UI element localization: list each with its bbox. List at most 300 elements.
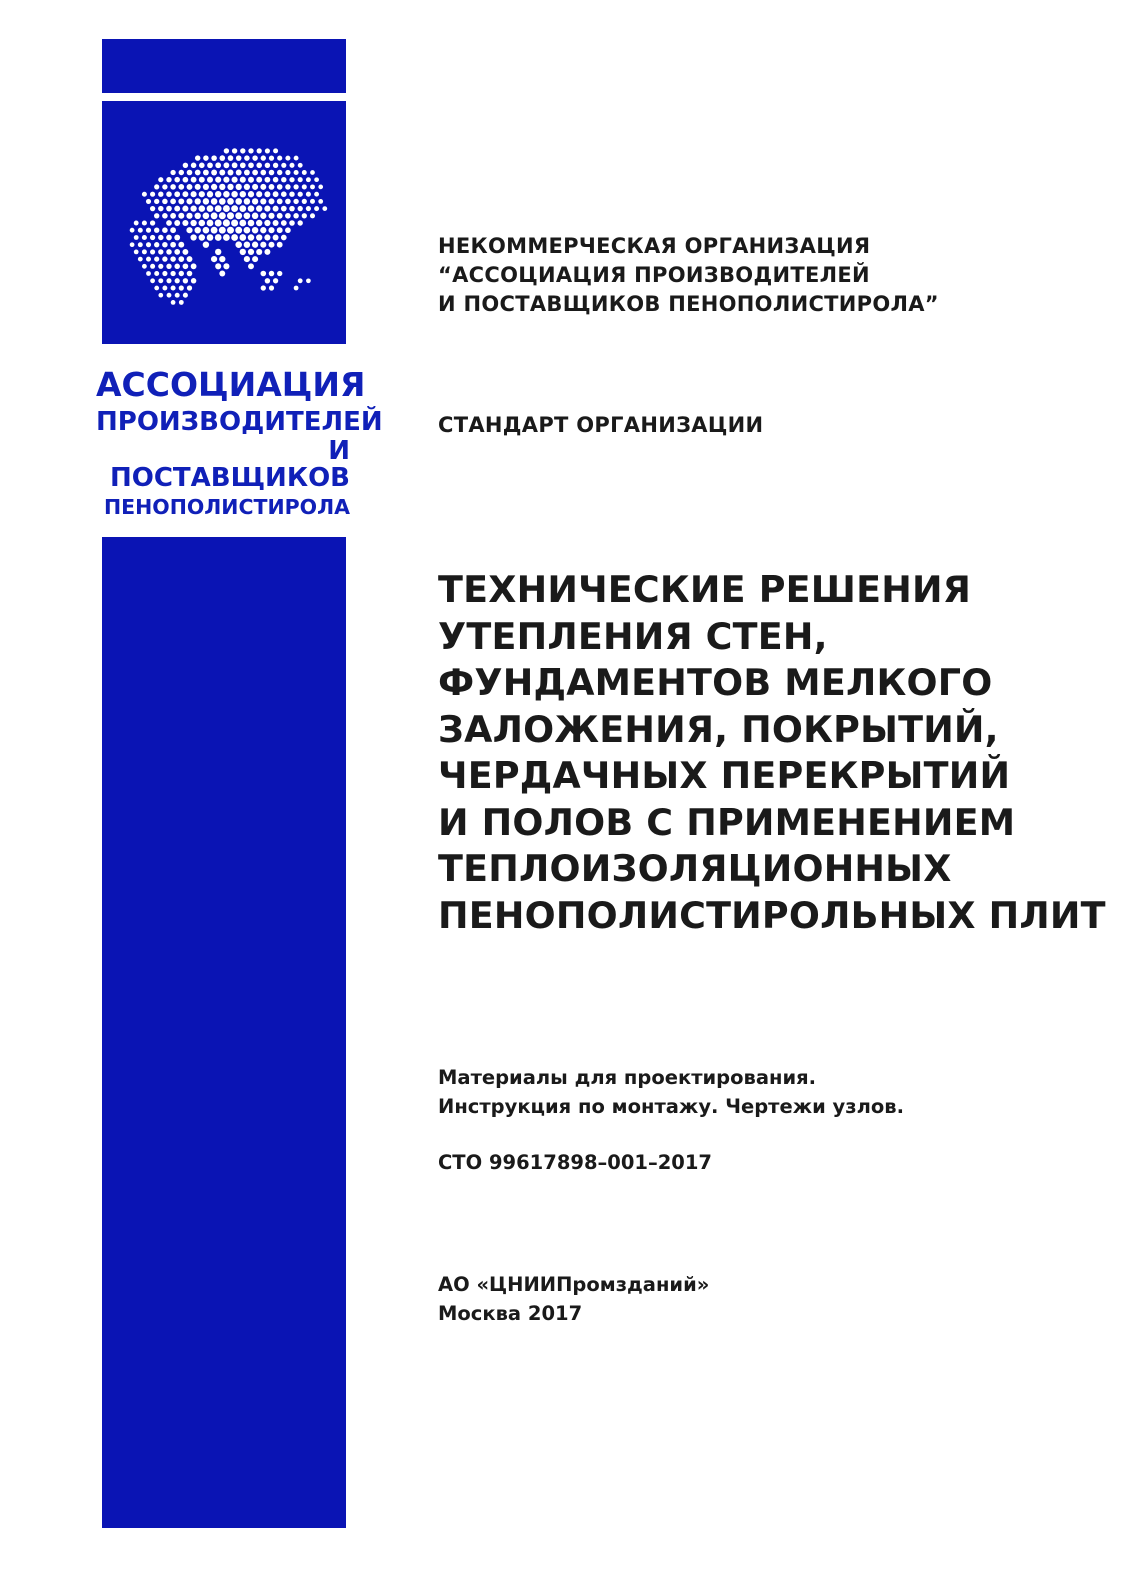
globe-dot (219, 198, 226, 205)
globe-dot (130, 242, 135, 247)
globe-dot (207, 220, 214, 227)
globe-dot (175, 278, 180, 283)
globe-dot (298, 278, 303, 283)
globe-dot (146, 199, 151, 204)
globe-dot (264, 191, 270, 197)
globe-dot (306, 192, 311, 197)
globe-dot (174, 249, 180, 255)
globe-dot (150, 264, 155, 269)
globe-dot (183, 263, 189, 269)
globe-dot (199, 162, 205, 168)
logo-wordmark (96, 365, 383, 519)
globe-dot (318, 199, 323, 204)
globe-dot (215, 234, 222, 241)
globe-dot (256, 220, 262, 226)
globe-dot (142, 235, 147, 240)
logo-panel (102, 101, 346, 344)
globe-dot (166, 177, 171, 182)
subtitle-line: Материалы для проектирования. (438, 1066, 817, 1089)
globe-dot (269, 242, 275, 248)
globe-dot (166, 191, 172, 197)
publisher-name: АО «ЦНИИПромзданий» (438, 1273, 710, 1296)
globe-dot (174, 191, 180, 197)
globe-dot (314, 177, 319, 182)
globe-dot (265, 163, 270, 168)
globe-dot (264, 206, 270, 212)
globe-dot (195, 227, 201, 233)
globe-dot (227, 227, 234, 234)
globe-dot (154, 271, 159, 276)
globe-dot (281, 191, 287, 197)
globe-dot (227, 184, 233, 190)
globe-dot (211, 212, 218, 219)
globe-dot (285, 227, 291, 233)
globe-dot (174, 206, 180, 212)
globe-dot (302, 184, 307, 189)
globe-dot (265, 148, 270, 153)
globe-dot (293, 199, 298, 204)
globe-dot (171, 285, 176, 290)
globe-dot (150, 192, 155, 197)
globe-dot (252, 213, 259, 220)
globe-dot (223, 234, 230, 241)
globe-dot (207, 234, 214, 241)
globe-dot (239, 234, 246, 241)
globe-dot (166, 249, 172, 255)
globe-dot (269, 184, 275, 190)
globe-dot (154, 286, 159, 291)
globe-dot (178, 184, 184, 190)
globe-dot (236, 184, 242, 190)
globe-dot (183, 293, 188, 298)
globe-dot (219, 256, 225, 262)
globe-dot (260, 271, 266, 277)
globe-dot (260, 227, 266, 233)
globe-dot (154, 213, 159, 218)
globe-dot (224, 162, 230, 168)
globe-dot (215, 205, 222, 212)
globe-dot (256, 205, 262, 211)
globe-dot (186, 227, 192, 233)
globe-dot (179, 170, 184, 175)
globe-dot (277, 170, 282, 175)
globe-dot (174, 177, 180, 183)
globe-dot (269, 198, 275, 204)
organization-name (438, 232, 939, 319)
globe-dot (158, 278, 163, 283)
globe-dot (256, 163, 262, 169)
globe-dot (150, 235, 155, 240)
globe-dot (293, 213, 298, 218)
globe-dot (211, 227, 218, 234)
globe-dot (223, 177, 229, 183)
globe-dot (154, 228, 159, 233)
globe-dot (273, 278, 278, 283)
globe-dot (194, 213, 200, 219)
globe-dot (178, 198, 184, 204)
globe-dot (273, 177, 279, 183)
globe-dot (285, 170, 290, 175)
globe-dot (322, 206, 327, 211)
globe-dot (231, 205, 238, 212)
globe-dot (182, 249, 188, 255)
globe-dot (277, 242, 283, 248)
globe-dot (252, 170, 258, 176)
globe-dot (252, 198, 258, 204)
globe-dot (215, 177, 221, 183)
globe-dot (215, 263, 221, 269)
globe-dot (231, 234, 238, 241)
globe-dot (248, 263, 254, 269)
globe-dot (231, 219, 238, 226)
sidebar-bottom-bar (102, 537, 346, 1528)
globe-dot (269, 155, 274, 160)
globe-dot (310, 213, 315, 218)
sidebar-top-bar (102, 39, 346, 93)
publisher-city-year: Москва 2017 (438, 1302, 583, 1325)
globe-dot (199, 205, 205, 211)
globe-dot (314, 192, 319, 197)
globe-dot (260, 170, 266, 176)
globe-dot (264, 220, 270, 226)
organization-line: И ПОСТАВЩИКОВ ПЕНОПОЛИСТИРОЛА” (438, 292, 939, 316)
globe-dot (235, 241, 242, 248)
globe-dot (248, 162, 254, 168)
globe-dot (158, 235, 163, 240)
globe-dot (219, 227, 226, 234)
globe-dot (285, 184, 290, 189)
globe-dot (244, 256, 250, 262)
globe-dot (244, 198, 251, 205)
globe-dot (215, 220, 222, 227)
globe-dot (265, 177, 271, 183)
globe-dot (154, 257, 159, 262)
globe-dot (178, 213, 184, 219)
globe-dot (211, 184, 217, 190)
globe-dot (277, 271, 282, 276)
globe-dot (162, 242, 168, 248)
globe-dot (240, 249, 246, 255)
globe-dot (154, 242, 159, 247)
globe-dot (174, 235, 180, 241)
globe-dot (239, 220, 246, 227)
globe-dot (174, 264, 180, 270)
globe-dot (150, 249, 155, 254)
globe-dot (195, 184, 201, 190)
globe-dot (236, 170, 242, 176)
globe-dot (138, 257, 143, 262)
globe-dot (191, 177, 197, 183)
standard-label: СТАНДАРТ ОРГАНИЗАЦИИ (438, 413, 764, 437)
globe-dot (199, 177, 205, 183)
globe-dot (232, 148, 237, 153)
globe-dot (294, 170, 299, 175)
globe-dot (158, 206, 163, 211)
title-line: ЗАЛОЖЕНИЯ, ПОКРЫТИЙ, (438, 707, 999, 751)
globe-dot (158, 293, 163, 298)
globe-dot (182, 191, 188, 197)
globe-dot (183, 177, 189, 183)
globe-dot (166, 264, 171, 269)
dotted-globe-icon (102, 101, 346, 344)
globe-dot (207, 162, 213, 168)
globe-dot (223, 205, 230, 212)
globe-dot (219, 184, 225, 190)
globe-dot (285, 213, 291, 219)
globe-dot (207, 191, 213, 197)
globe-dot (298, 220, 303, 225)
title-line: И ПОЛОВ С ПРИМЕНЕНИЕМ (438, 800, 1016, 844)
globe-dot (162, 199, 168, 205)
globe-dot (236, 155, 242, 161)
globe-dot (203, 212, 210, 219)
globe-dot (252, 184, 258, 190)
globe-dot (289, 177, 294, 182)
globe-dot (310, 170, 315, 175)
globe-dot (310, 199, 315, 204)
globe-dot (186, 198, 192, 204)
globe-dot (248, 177, 254, 183)
globe-dot (223, 191, 230, 198)
globe-dot (298, 206, 303, 211)
globe-dot (203, 155, 209, 161)
title-line: ФУНДАМЕНТОВ МЕЛКОГО (438, 661, 993, 704)
globe-dot (227, 198, 234, 205)
globe-dot (166, 220, 172, 226)
globe-dot (314, 206, 319, 211)
globe-dot (187, 184, 193, 190)
globe-dot (260, 198, 266, 204)
globe-dot (231, 191, 237, 197)
globe-dot (220, 155, 226, 161)
globe-dot (190, 205, 196, 211)
globe-dot (273, 163, 278, 168)
globe-dot (244, 155, 250, 161)
globe-dot (281, 177, 286, 182)
globe-dot (277, 213, 283, 219)
globe-dot (256, 191, 262, 197)
globe-dot (195, 198, 201, 204)
globe-dot (199, 234, 205, 240)
globe-dot (182, 206, 188, 212)
globe-dot (183, 163, 188, 168)
globe-dot (252, 227, 258, 233)
globe-dot (162, 256, 167, 261)
globe-dot (170, 271, 175, 276)
globe-dot (289, 191, 294, 196)
globe-dot (235, 227, 242, 234)
globe-dot (281, 235, 287, 241)
globe-dot (182, 220, 188, 226)
globe-dot (306, 206, 311, 211)
globe-dot (162, 213, 168, 219)
globe-dot (281, 206, 287, 212)
organization-line: “АССОЦИАЦИЯ ПРОИЗВОДИТЕЛЕЙ (438, 263, 870, 287)
globe-dot (166, 278, 171, 283)
globe-dot (248, 220, 255, 227)
globe-dot (207, 205, 214, 212)
globe-dot (269, 271, 275, 277)
globe-dot (167, 293, 172, 298)
title-line: ЧЕРДАЧНЫХ ПЕРЕКРЫТИЙ (438, 754, 1011, 797)
globe-dot (219, 170, 225, 176)
globe-dot (150, 220, 155, 225)
globe-dot (294, 286, 299, 291)
globe-dot (183, 278, 188, 283)
globe-dot (293, 184, 298, 189)
globe-dot (219, 271, 225, 277)
globe-dot (235, 212, 242, 219)
globe-dot (215, 191, 221, 197)
globe-dot (166, 206, 172, 212)
globe-dot (211, 198, 218, 205)
logo-text-line: ПРОИЗВОДИТЕЛЕЙ (96, 406, 383, 437)
document-title (438, 567, 1106, 939)
globe-dot (187, 271, 193, 277)
globe-dot (158, 264, 163, 269)
globe-dot (211, 155, 217, 161)
globe-dot (252, 242, 258, 248)
globe-dot (240, 148, 245, 153)
globe-dot (215, 249, 221, 255)
globe-dot (170, 213, 176, 219)
globe-dot (170, 184, 176, 190)
globe-dot (302, 199, 307, 204)
globe-dot (277, 184, 283, 190)
globe-dot (219, 212, 226, 219)
globe-dot (244, 170, 250, 176)
globe-dot (244, 184, 250, 190)
globe-dot (170, 199, 176, 205)
globe-dot (190, 234, 196, 240)
globe-dot (244, 241, 250, 247)
globe-dot (223, 263, 229, 269)
globe-dot (273, 148, 278, 153)
globe-dot (261, 155, 266, 160)
globe-dot (248, 191, 254, 197)
globe-dot (162, 286, 167, 291)
globe-dot (187, 285, 192, 290)
globe-dot (150, 206, 155, 211)
globe-dot (211, 256, 217, 262)
globe-dot (134, 221, 139, 226)
globe-dot (232, 162, 238, 168)
globe-dot (265, 278, 270, 283)
globe-dot (224, 148, 229, 153)
globe-dot (215, 162, 221, 168)
globe-dot (170, 170, 175, 175)
globe-dot (269, 170, 275, 176)
globe-dot (252, 155, 257, 160)
globe-dot (146, 271, 151, 276)
logo-text-line: ПЕНОПОЛИСТИРОЛА (103, 494, 350, 519)
globe-dot (318, 185, 323, 190)
globe-dot (244, 212, 251, 219)
globe-dot (191, 191, 197, 197)
globe-dot (187, 256, 193, 262)
title-line: ТЕХНИЧЕСКИЕ РЕШЕНИЯ (438, 568, 972, 611)
logo-text-line: АССОЦИАЦИЯ (96, 365, 366, 404)
globe-dot (294, 156, 299, 161)
logo-text-line: И ПОСТАВЩИКОВ (109, 435, 350, 494)
globe-dot (158, 249, 163, 254)
globe-dot (142, 264, 147, 269)
globe-dot (134, 250, 139, 255)
globe-dot (142, 192, 147, 197)
globe-dot (277, 227, 283, 233)
globe-dot (235, 198, 242, 205)
globe-dot (203, 242, 209, 248)
globe-dot (277, 156, 282, 161)
globe-dot (203, 170, 209, 176)
globe-dot (240, 177, 246, 183)
globe-dot (273, 235, 279, 241)
globe-dot (268, 227, 274, 233)
globe-dot (142, 220, 147, 225)
globe-dot (142, 249, 147, 254)
title-line: УТЕПЛЕНИЯ СТЕН, (438, 614, 828, 658)
subtitle-line: Инструкция по монтажу. Чертежи узлов. (438, 1095, 905, 1118)
globe-dot (228, 170, 234, 176)
publisher-block (438, 1270, 709, 1328)
globe-dot (223, 219, 230, 226)
globe-dot (248, 234, 255, 241)
globe-dot (256, 177, 262, 183)
globe-dot (232, 177, 238, 183)
globe-dot (146, 228, 151, 233)
globe-dot (171, 300, 176, 305)
globe-dot (273, 220, 279, 226)
document-subtitle (438, 1063, 904, 1121)
globe-dot (302, 213, 307, 218)
title-line: ПЕНОПОЛИСТИРОЛЬНЫХ ПЛИТ (438, 893, 1106, 937)
globe-dot (178, 242, 184, 248)
globe-dot (138, 242, 143, 247)
globe-dot (162, 184, 167, 189)
globe-dot (158, 192, 163, 197)
globe-dot (256, 249, 262, 255)
globe-dot (162, 271, 167, 276)
globe-dot (289, 163, 294, 168)
globe-dot (285, 199, 291, 205)
globe-dot (179, 300, 184, 305)
globe-dot (248, 148, 253, 153)
globe-dot (195, 170, 201, 176)
globe-dot (289, 206, 295, 212)
globe-dot (310, 184, 315, 189)
globe-dot (260, 184, 266, 190)
globe-dot (199, 220, 206, 227)
globe-dot (170, 256, 176, 262)
globe-dot (191, 278, 196, 283)
globe-dot (269, 285, 274, 290)
globe-dot (252, 256, 258, 262)
globe-dot (195, 155, 200, 160)
title-line: ТЕПЛОИЗОЛЯЦИОННЫХ (438, 847, 952, 890)
globe-dot (273, 206, 279, 212)
globe-dot (158, 177, 163, 182)
globe-dot (281, 220, 287, 226)
globe-dot (273, 191, 279, 197)
globe-dot (281, 163, 286, 168)
globe-dot (170, 242, 176, 248)
globe-dot (191, 163, 197, 169)
globe-dot (228, 155, 234, 161)
globe-dot (289, 220, 295, 226)
globe-dot (264, 234, 270, 240)
globe-dot (203, 227, 210, 234)
globe-dot (166, 235, 172, 241)
